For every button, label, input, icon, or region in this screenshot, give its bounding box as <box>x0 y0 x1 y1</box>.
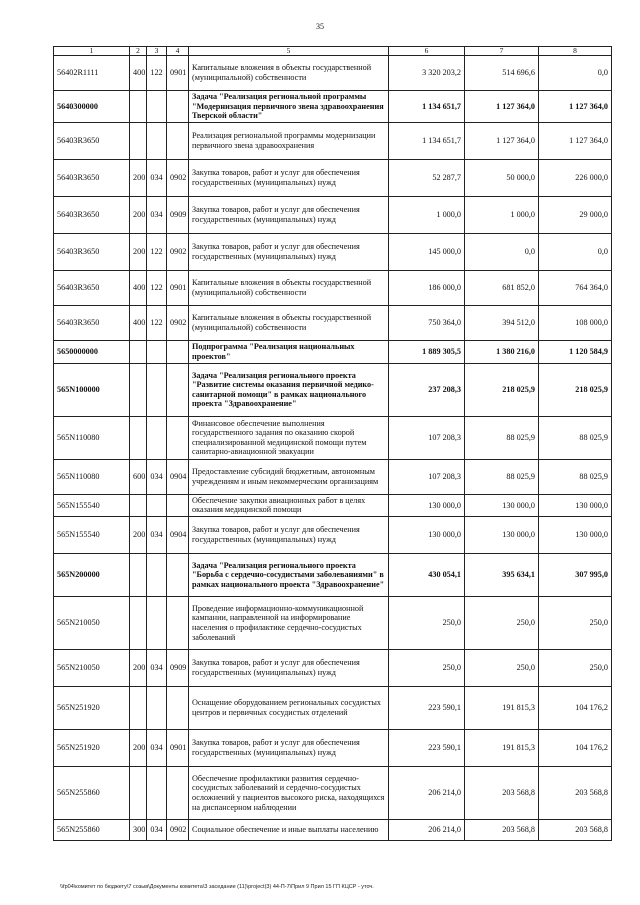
ministry-code-cell: 122 <box>147 233 167 270</box>
item-name-cell: Обеспечение закупки авиационных работ в целях оказания медицинской помощи <box>189 494 389 516</box>
expense-type-cell: 200 <box>130 159 147 196</box>
item-name-cell: Закупка товаров, работ и услуг для обеспечения государственных (муниципальных) нужд <box>189 729 389 766</box>
budget-code-cell: 565N110080 <box>54 416 130 459</box>
amount-year3-cell: 203 568,8 <box>539 766 612 819</box>
amount-year3-cell: 104 176,2 <box>539 729 612 766</box>
section-code-cell: 0901 <box>167 56 189 91</box>
amount-year2-cell: 130 000,0 <box>465 516 539 553</box>
amount-year2-cell: 218 025,9 <box>465 363 539 416</box>
item-name-cell: Предоставление субсидий бюджетным, автономным учреждениям и иным некоммерческим организациям <box>189 459 389 494</box>
section-code-cell <box>167 340 189 363</box>
expense-type-cell <box>130 686 147 729</box>
section-code-cell <box>167 122 189 159</box>
amount-year1-cell: 750 364,0 <box>389 305 465 340</box>
budget-code-cell: 565N110080 <box>54 459 130 494</box>
expense-type-cell <box>130 766 147 819</box>
amount-year2-cell: 1 380 216,0 <box>465 340 539 363</box>
table-row <box>54 416 612 459</box>
ministry-code-cell <box>147 553 167 596</box>
header-cell: 3 <box>147 47 167 56</box>
header-cell: 6 <box>389 47 465 56</box>
section-code-cell: 0901 <box>167 270 189 305</box>
amount-year3-cell: 88 025,9 <box>539 416 612 459</box>
expense-type-cell <box>130 596 147 649</box>
expense-type-cell <box>130 122 147 159</box>
amount-year2-cell: 514 696,6 <box>465 56 539 91</box>
ministry-code-cell <box>147 91 167 123</box>
item-name-cell: Обеспечение профилактики развития сердечно-сосудистых заболеваний и сердечно-сосудистых осложнений у пациентов высокого риска, находящихся на диспансерном наблюдении <box>189 766 389 819</box>
table-row <box>54 340 612 363</box>
amount-year2-cell: 203 568,8 <box>465 819 539 840</box>
amount-year2-cell: 88 025,9 <box>465 459 539 494</box>
amount-year3-cell: 0,0 <box>539 56 612 91</box>
amount-year2-cell: 250,0 <box>465 649 539 686</box>
table-row <box>54 649 612 686</box>
item-name-cell: Закупка товаров, работ и услуг для обеспечения государственных (муниципальных) нужд <box>189 649 389 686</box>
amount-year2-cell: 0,0 <box>465 233 539 270</box>
amount-year3-cell: 1 120 584,9 <box>539 340 612 363</box>
section-code-cell: 0901 <box>167 729 189 766</box>
ministry-code-cell <box>147 596 167 649</box>
item-name-cell: Финансовое обеспечение выполнения государственного задания по оказанию скорой специализированной медицинской помощи путем санитарно-авиационной эвакуации <box>189 416 389 459</box>
amount-year1-cell: 206 214,0 <box>389 766 465 819</box>
amount-year1-cell: 250,0 <box>389 649 465 686</box>
amount-year2-cell: 394 512,0 <box>465 305 539 340</box>
budget-code-cell: 5650000000 <box>54 340 130 363</box>
expense-type-cell <box>130 363 147 416</box>
budget-code-cell: 565N200000 <box>54 553 130 596</box>
ministry-code-cell <box>147 494 167 516</box>
amount-year3-cell: 218 025,9 <box>539 363 612 416</box>
amount-year2-cell: 1 000,0 <box>465 196 539 233</box>
budget-code-cell: 56403R3650 <box>54 305 130 340</box>
ministry-code-cell: 034 <box>147 516 167 553</box>
table-row <box>54 270 612 305</box>
ministry-code-cell: 034 <box>147 729 167 766</box>
amount-year2-cell: 1 127 364,0 <box>465 91 539 123</box>
expense-type-cell: 400 <box>130 305 147 340</box>
amount-year2-cell: 395 634,1 <box>465 553 539 596</box>
table-row <box>54 729 612 766</box>
table-row <box>54 596 612 649</box>
ministry-code-cell <box>147 416 167 459</box>
item-name-cell: Оснащение оборудованием региональных сосудистых центров и первичных сосудистых отделений <box>189 686 389 729</box>
section-code-cell <box>167 91 189 123</box>
amount-year3-cell: 130 000,0 <box>539 516 612 553</box>
section-code-cell <box>167 553 189 596</box>
amount-year1-cell: 130 000,0 <box>389 494 465 516</box>
section-code-cell: 0902 <box>167 819 189 840</box>
table-row <box>54 233 612 270</box>
budget-code-cell: 565N155540 <box>54 494 130 516</box>
amount-year2-cell: 191 815,3 <box>465 729 539 766</box>
expense-type-cell: 200 <box>130 649 147 686</box>
item-name-cell: Социальное обеспечение и иные выплаты населению <box>189 819 389 840</box>
amount-year3-cell: 250,0 <box>539 649 612 686</box>
table-row <box>54 122 612 159</box>
amount-year2-cell: 50 000,0 <box>465 159 539 196</box>
amount-year1-cell: 1 134 651,7 <box>389 91 465 123</box>
expense-type-cell <box>130 494 147 516</box>
item-name-cell: Закупка товаров, работ и услуг для обеспечения государственных (муниципальных) нужд <box>189 516 389 553</box>
amount-year1-cell: 250,0 <box>389 596 465 649</box>
ministry-code-cell: 034 <box>147 459 167 494</box>
amount-year1-cell: 130 000,0 <box>389 516 465 553</box>
table-row <box>54 56 612 91</box>
amount-year3-cell: 764 364,0 <box>539 270 612 305</box>
ministry-code-cell: 122 <box>147 56 167 91</box>
ministry-code-cell <box>147 340 167 363</box>
ministry-code-cell: 122 <box>147 270 167 305</box>
section-code-cell <box>167 596 189 649</box>
item-name-cell: Капитальные вложения в объекты государственной (муниципальной) собственности <box>189 305 389 340</box>
table-row <box>54 766 612 819</box>
ministry-code-cell <box>147 122 167 159</box>
section-code-cell: 0909 <box>167 196 189 233</box>
file-path-footer: \\fp04\комитет по бюджету\7 созыв\Документы комитета\3 заседание (11)\project(3) 44-П-7\Прил 9 Прил 15 ГП КЦСР - уточ. <box>60 884 374 890</box>
amount-year1-cell: 223 590,1 <box>389 729 465 766</box>
budget-code-cell: 56403R3650 <box>54 159 130 196</box>
item-name-cell: Задача "Реализация регионального проекта "Борьба с сердечно-сосудистыми заболеваниями" в рамках национального проекта "Здравоохранение" <box>189 553 389 596</box>
item-name-cell: Закупка товаров, работ и услуг для обеспечения государственных (муниципальных) нужд <box>189 159 389 196</box>
budget-code-cell: 565N155540 <box>54 516 130 553</box>
ministry-code-cell <box>147 766 167 819</box>
table-row <box>54 553 612 596</box>
budget-code-cell: 56403R3650 <box>54 270 130 305</box>
amount-year1-cell: 107 208,3 <box>389 416 465 459</box>
item-name-cell: Подпрограмма "Реализация национальных проектов" <box>189 340 389 363</box>
table-row <box>54 516 612 553</box>
table-row <box>54 305 612 340</box>
amount-year1-cell: 206 214,0 <box>389 819 465 840</box>
expense-type-cell: 600 <box>130 459 147 494</box>
item-name-cell: Капитальные вложения в объекты государственной (муниципальной) собственности <box>189 56 389 91</box>
budget-code-cell: 565N100000 <box>54 363 130 416</box>
budget-code-cell: 56403R3650 <box>54 233 130 270</box>
section-code-cell: 0904 <box>167 459 189 494</box>
amount-year1-cell: 237 208,3 <box>389 363 465 416</box>
budget-code-cell: 565N251920 <box>54 686 130 729</box>
amount-year3-cell: 1 127 364,0 <box>539 122 612 159</box>
item-name-cell: Задача "Реализация регионального проекта "Развитие системы оказания первичной медико-санитарной помощи" в рамках национального проекта "Здравоохранение" <box>189 363 389 416</box>
expense-type-cell: 200 <box>130 196 147 233</box>
amount-year3-cell: 130 000,0 <box>539 494 612 516</box>
expense-type-cell: 300 <box>130 819 147 840</box>
item-name-cell: Задача "Реализация региональной программы "Модернизация первичного звена здравоохранения Тверской области" <box>189 91 389 123</box>
amount-year1-cell: 1 134 651,7 <box>389 122 465 159</box>
budget-code-cell: 565N210050 <box>54 596 130 649</box>
section-code-cell: 0902 <box>167 159 189 196</box>
table-row <box>54 686 612 729</box>
table-row <box>54 494 612 516</box>
amount-year3-cell: 1 127 364,0 <box>539 91 612 123</box>
table-row <box>54 91 612 123</box>
amount-year3-cell: 0,0 <box>539 233 612 270</box>
expense-type-cell <box>130 340 147 363</box>
ministry-code-cell: 122 <box>147 305 167 340</box>
ministry-code-cell <box>147 686 167 729</box>
expense-type-cell: 200 <box>130 516 147 553</box>
item-name-cell: Закупка товаров, работ и услуг для обеспечения государственных (муниципальных) нужд <box>189 196 389 233</box>
header-cell: 2 <box>130 47 147 56</box>
amount-year3-cell: 104 176,2 <box>539 686 612 729</box>
section-code-cell: 0909 <box>167 649 189 686</box>
page-number: 35 <box>316 22 324 31</box>
amount-year3-cell: 108 000,0 <box>539 305 612 340</box>
amount-year3-cell: 250,0 <box>539 596 612 649</box>
section-code-cell <box>167 494 189 516</box>
amount-year1-cell: 3 320 203,2 <box>389 56 465 91</box>
amount-year2-cell: 681 852,0 <box>465 270 539 305</box>
amount-year1-cell: 1 000,0 <box>389 196 465 233</box>
budget-code-cell: 565N255860 <box>54 766 130 819</box>
ministry-code-cell: 034 <box>147 819 167 840</box>
item-name-cell: Проведение информационно-коммуникационной кампании, направленной на информирование населения о профилактике сердечно-сосудистых заболеваний <box>189 596 389 649</box>
header-cell: 4 <box>167 47 189 56</box>
ministry-code-cell: 034 <box>147 649 167 686</box>
budget-code-cell: 56403R3650 <box>54 196 130 233</box>
amount-year1-cell: 52 287,7 <box>389 159 465 196</box>
budget-code-cell: 565N255860 <box>54 819 130 840</box>
amount-year2-cell: 203 568,8 <box>465 766 539 819</box>
section-code-cell <box>167 416 189 459</box>
item-name-cell: Закупка товаров, работ и услуг для обеспечения государственных (муниципальных) нужд <box>189 233 389 270</box>
amount-year1-cell: 430 054,1 <box>389 553 465 596</box>
amount-year2-cell: 250,0 <box>465 596 539 649</box>
expense-type-cell: 200 <box>130 729 147 766</box>
table-header-row <box>54 47 612 56</box>
amount-year3-cell: 307 995,0 <box>539 553 612 596</box>
amount-year1-cell: 1 889 305,5 <box>389 340 465 363</box>
amount-year2-cell: 191 815,3 <box>465 686 539 729</box>
budget-code-cell: 5640300000 <box>54 91 130 123</box>
budget-table <box>53 46 612 841</box>
section-code-cell: 0904 <box>167 516 189 553</box>
table-row <box>54 159 612 196</box>
amount-year3-cell: 29 000,0 <box>539 196 612 233</box>
item-name-cell: Капитальные вложения в объекты государственной (муниципальной) собственности <box>189 270 389 305</box>
budget-code-cell: 565N251920 <box>54 729 130 766</box>
amount-year2-cell: 1 127 364,0 <box>465 122 539 159</box>
budget-code-cell: 565N210050 <box>54 649 130 686</box>
amount-year2-cell: 130 000,0 <box>465 494 539 516</box>
header-cell: 7 <box>465 47 539 56</box>
ministry-code-cell: 034 <box>147 196 167 233</box>
amount-year3-cell: 203 568,8 <box>539 819 612 840</box>
expense-type-cell: 400 <box>130 270 147 305</box>
header-cell: 8 <box>539 47 612 56</box>
table-row <box>54 196 612 233</box>
amount-year3-cell: 88 025,9 <box>539 459 612 494</box>
table-row <box>54 459 612 494</box>
table-row <box>54 363 612 416</box>
expense-type-cell <box>130 553 147 596</box>
expense-type-cell: 200 <box>130 233 147 270</box>
budget-code-cell: 56402R1111 <box>54 56 130 91</box>
header-cell: 1 <box>54 47 130 56</box>
item-name-cell: Реализация региональной программы модернизации первичного звена здравоохранения <box>189 122 389 159</box>
header-cell: 5 <box>189 47 389 56</box>
expense-type-cell <box>130 91 147 123</box>
amount-year1-cell: 145 000,0 <box>389 233 465 270</box>
ministry-code-cell <box>147 363 167 416</box>
section-code-cell <box>167 766 189 819</box>
budget-code-cell: 56403R3650 <box>54 122 130 159</box>
expense-type-cell: 400 <box>130 56 147 91</box>
section-code-cell: 0902 <box>167 233 189 270</box>
section-code-cell: 0902 <box>167 305 189 340</box>
amount-year1-cell: 107 208,3 <box>389 459 465 494</box>
expense-type-cell <box>130 416 147 459</box>
amount-year1-cell: 223 590,1 <box>389 686 465 729</box>
table-row <box>54 819 612 840</box>
section-code-cell <box>167 686 189 729</box>
ministry-code-cell: 034 <box>147 159 167 196</box>
amount-year3-cell: 226 000,0 <box>539 159 612 196</box>
amount-year2-cell: 88 025,9 <box>465 416 539 459</box>
section-code-cell <box>167 363 189 416</box>
amount-year1-cell: 186 000,0 <box>389 270 465 305</box>
